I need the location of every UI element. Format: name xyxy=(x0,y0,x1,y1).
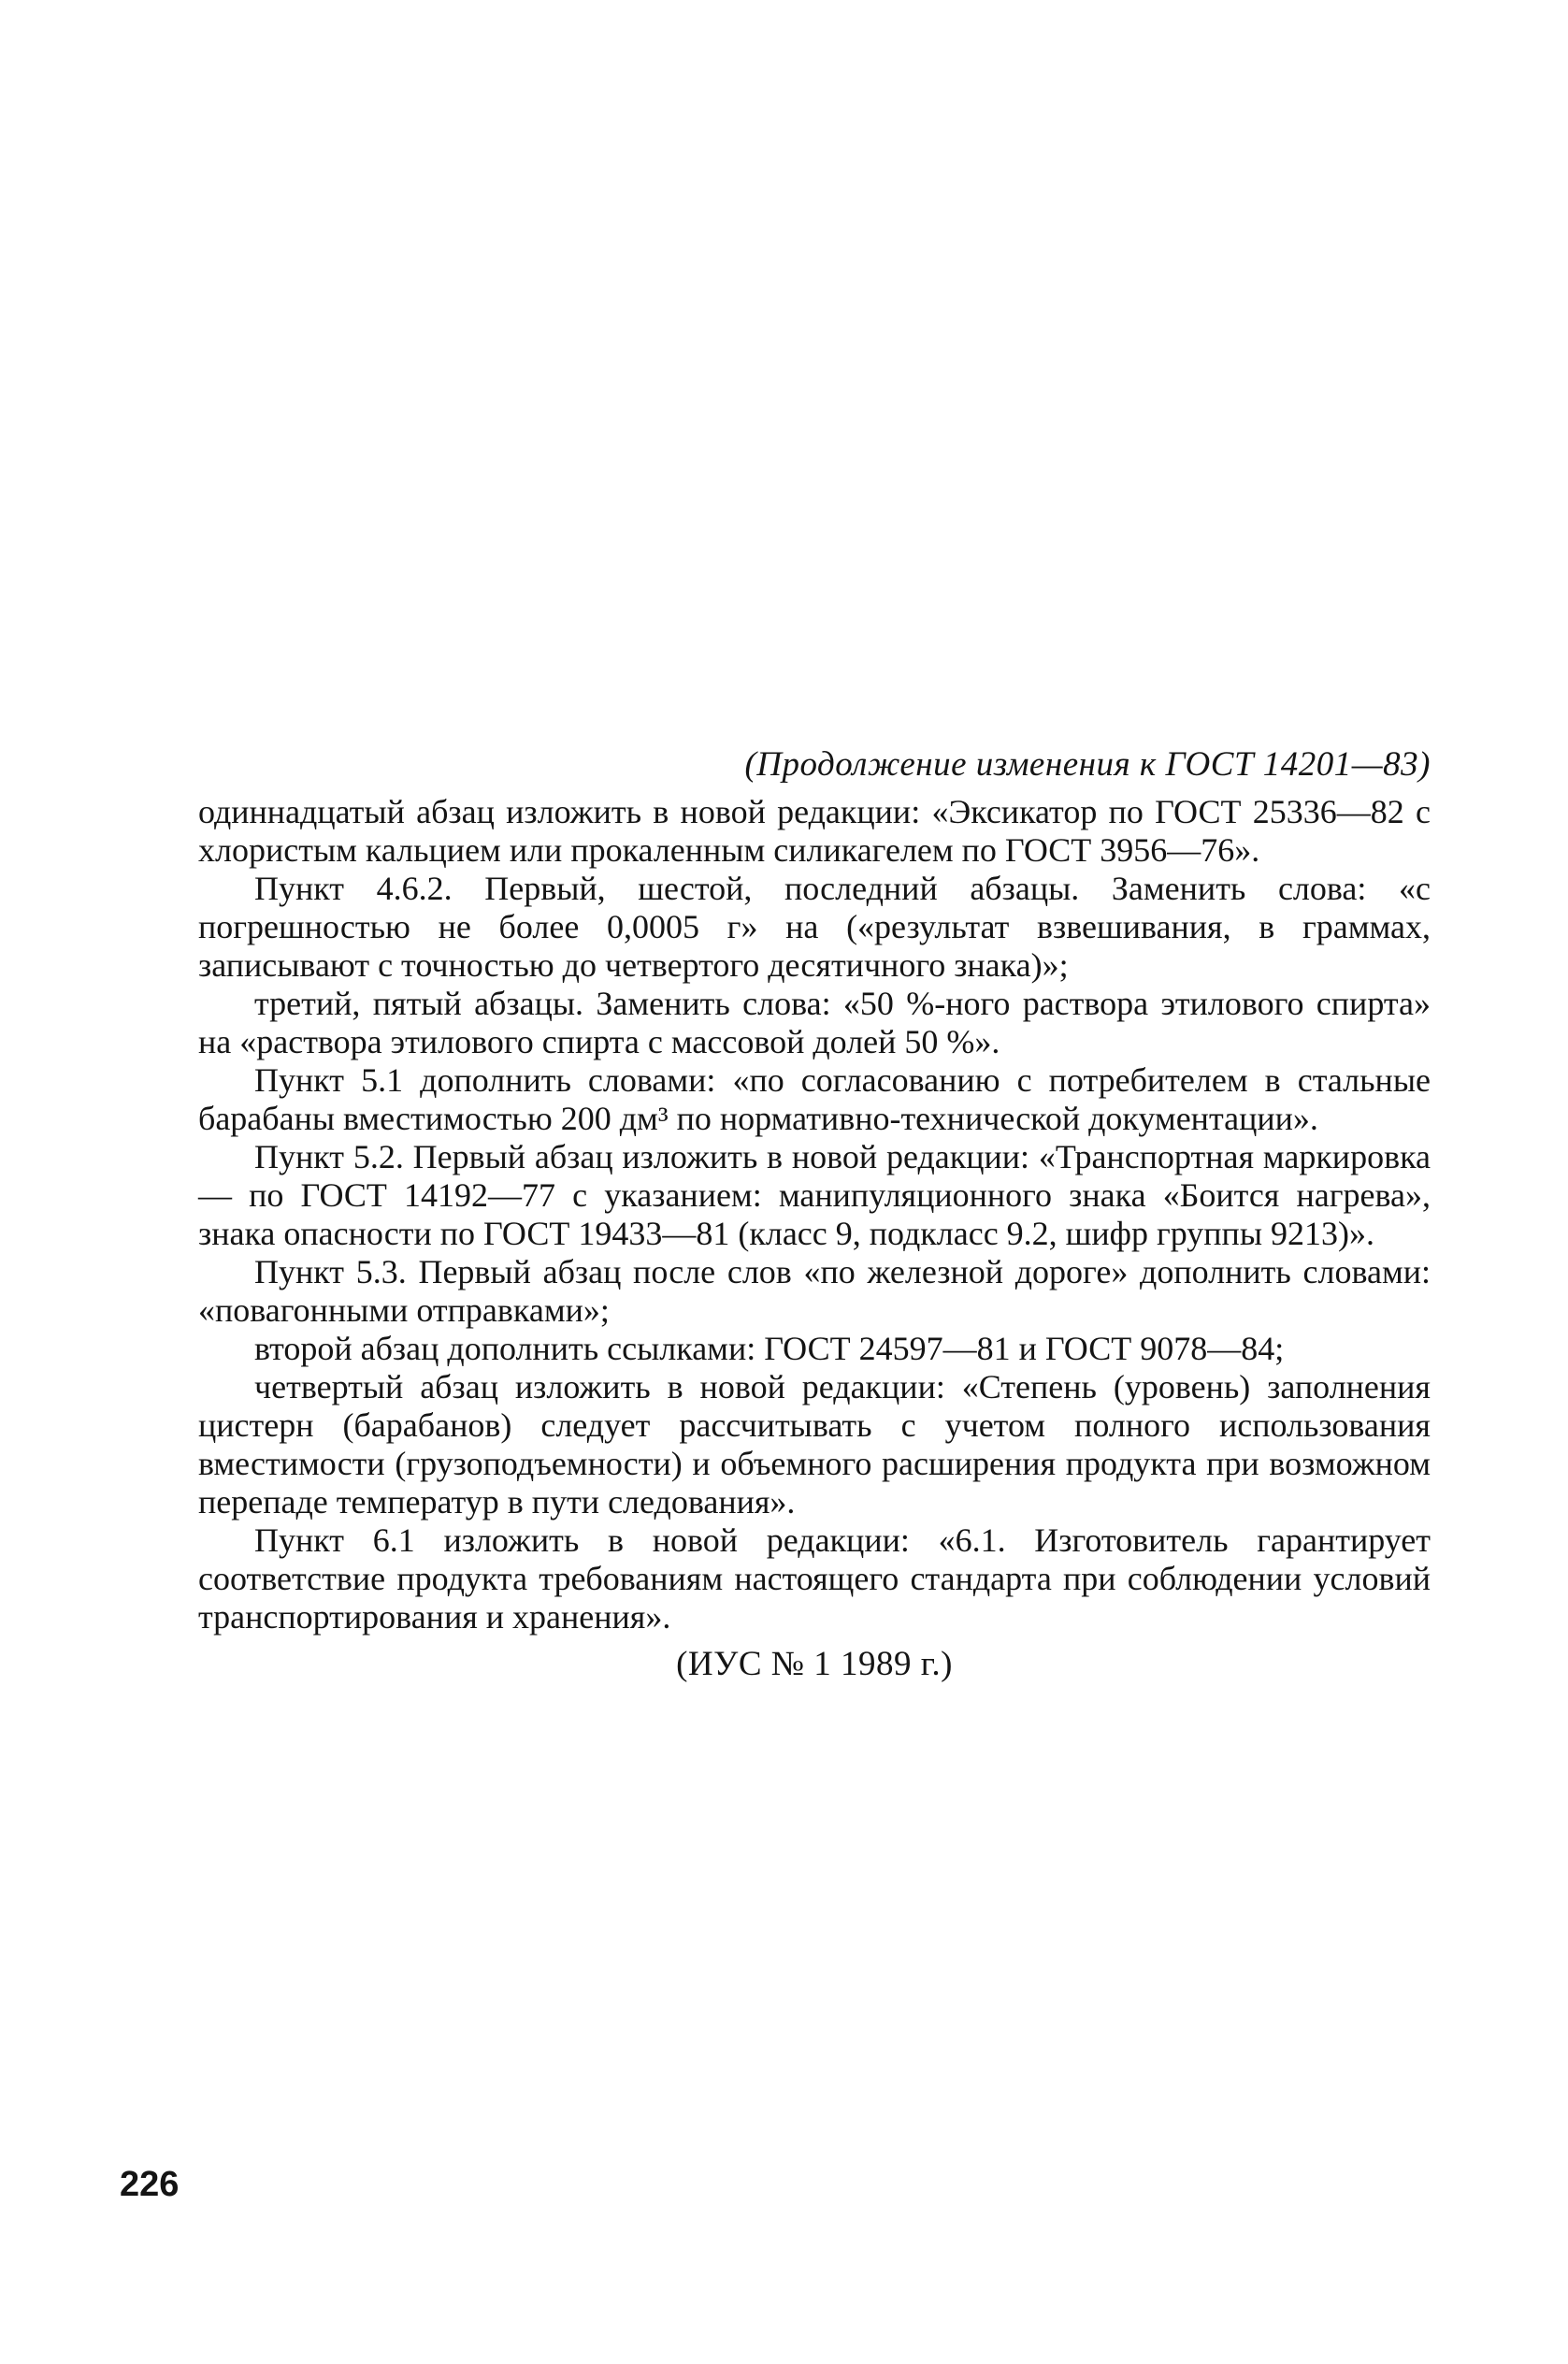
page-number: 226 xyxy=(120,2165,180,2204)
paragraph-3: третий, пятый абзацы. Заменить слова: «50 %-ного раствора этилового спирта» на «раствора этилового спирта с массовой долей 50 %». xyxy=(198,985,1431,1060)
paragraph-2: Пункт 4.6.2. Первый, шестой, последний абзацы. Заменить слова: «с погрешностью не более 0,0005 г» на («результат взвешивания, в граммах, записывают с точностью до четвертого десятичного знака)»; xyxy=(198,870,1431,984)
paragraph-5: Пункт 5.2. Первый абзац изложить в новой редакции: «Транспортная маркировка — по ГОСТ 14192—77 с указанием: манипуляционного знака «Боится нагрева», знака опасности по ГОСТ 19433—81 (класс 9, подкласс 9.2, шифр группы 9213)». xyxy=(198,1138,1431,1252)
paragraph-1: одиннадцатый абзац изложить в новой редакции: «Эксикатор по ГОСТ 25336—82 с хлористым кальцием или прокаленным силикагелем по ГОСТ 3956—76». xyxy=(198,793,1431,869)
document-body xyxy=(198,793,1431,1636)
paragraph-8: четвертый абзац изложить в новой редакции: «Степень (уровень) заполнения цистерн (барабанов) следует рассчитывать с учетом полного использования вместимости (грузоподъемности) и объемного расширения продукта при возможном перепаде температур в пути следования». xyxy=(198,1368,1431,1521)
page-header: (Продолжение изменения к ГОСТ 14201—83) xyxy=(744,745,1431,784)
paragraph-4: Пункт 5.1 дополнить словами: «по согласованию с потребителем в стальные барабаны вместимостью 200 дм³ по нормативно-технической документации». xyxy=(198,1061,1431,1137)
source-reference: (ИУС № 1 1989 г.) xyxy=(676,1645,953,1683)
paragraph-9: Пункт 6.1 изложить в новой редакции: «6.1. Изготовитель гарантирует соответствие продукта требованиям настоящего стандарта при соблюдении условий транспортирования и хранения». xyxy=(198,1521,1431,1636)
paragraph-6: Пункт 5.3. Первый абзац после слов «по железной дороге» дополнить словами: «повагонными отправками»; xyxy=(198,1253,1431,1329)
paragraph-7: второй абзац дополнить ссылками: ГОСТ 24597—81 и ГОСТ 9078—84; xyxy=(254,1330,1285,1367)
